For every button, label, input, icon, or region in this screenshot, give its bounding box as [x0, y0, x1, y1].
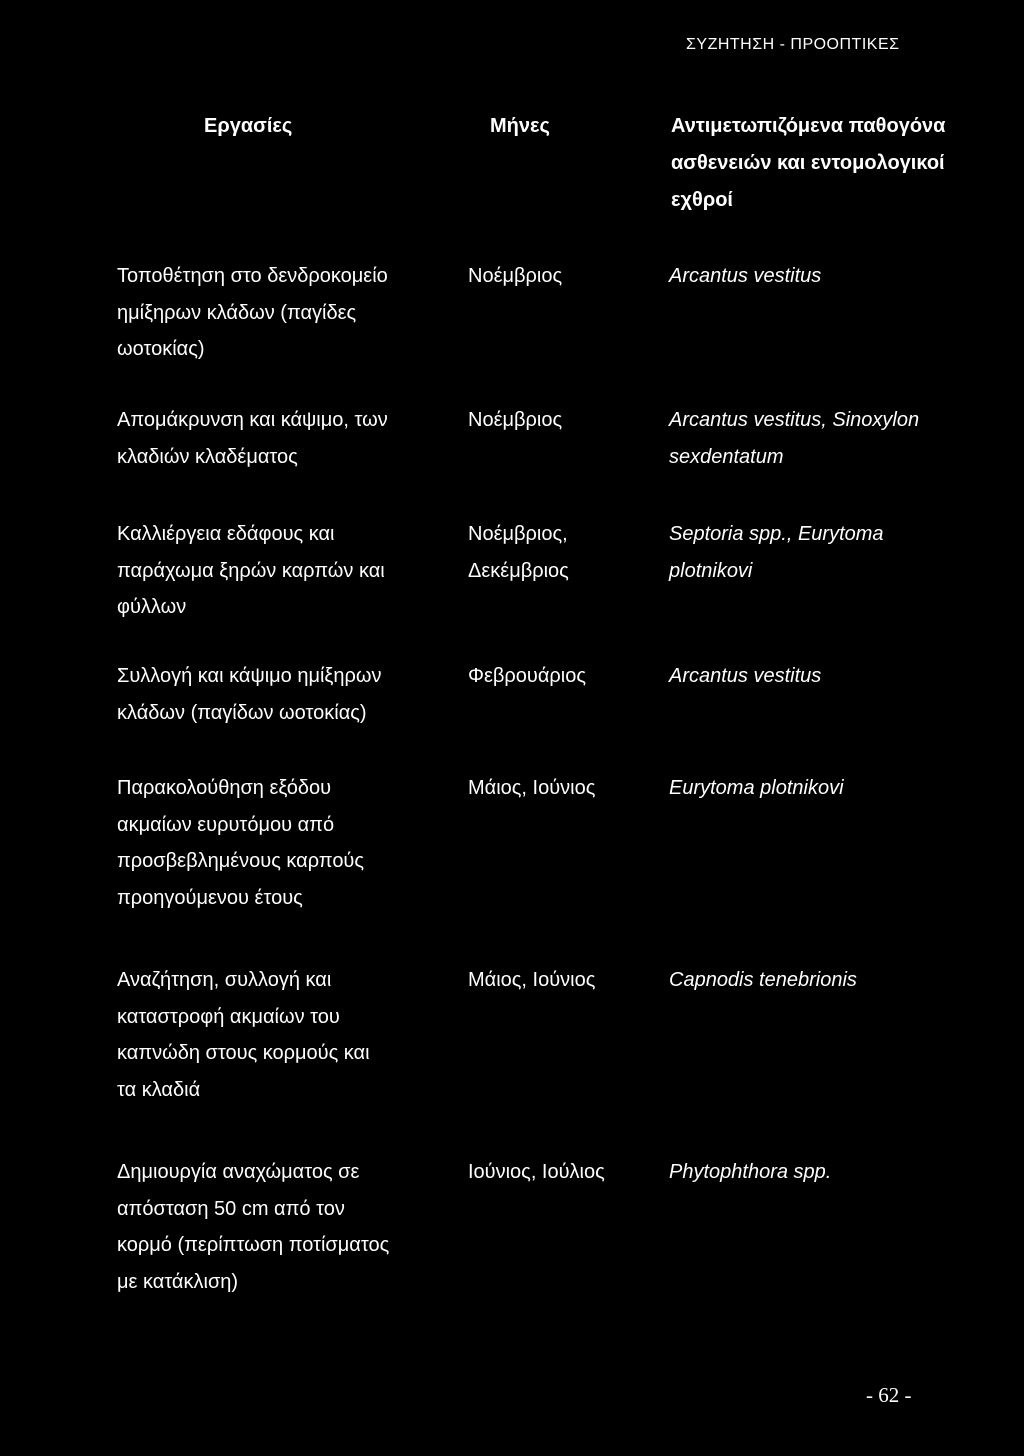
column-header-works: Εργασίες [204, 115, 293, 137]
column-header-pathogens-line: ασθενειών και εντομολογικοί [671, 152, 945, 174]
work-cell [117, 658, 447, 731]
column-header-pathogens-line: Αντιμετωπιζόμενα παθογόνα [671, 115, 946, 137]
work-line: τα κλαδιά [117, 1078, 201, 1101]
work-line: κορμό (περίπτωση ποτίσματος [117, 1234, 390, 1256]
months-cell [468, 962, 658, 999]
months-cell [468, 402, 658, 439]
column-header-pathogens-line: εχθροί [671, 189, 733, 211]
pathogens-cell [669, 516, 989, 589]
month-line: Νοέμβριος, [468, 523, 568, 545]
month-line: Μάιος, Ιούνιος [468, 969, 596, 991]
work-line: κλαδιών κλαδέματος [117, 445, 298, 468]
pathogens-cell [669, 770, 989, 807]
work-cell [117, 402, 447, 475]
pathogen-line: Phytophthora spp. [669, 1161, 832, 1183]
work-line: Δημιουργία αναχώματος σε [117, 1161, 360, 1183]
work-line: Απομάκρυνση και κάψιμο, των [117, 409, 388, 431]
pathogen-line: Arcantus vestitus, Sinoxylon [669, 409, 920, 431]
month-line: Νοέμβριος [468, 409, 563, 431]
pathogen-line: Eurytoma plotnikovi [669, 777, 844, 799]
running-header: ΣΥΖΗΤΗΣΗ - ΠΡΟΟΠΤΙΚΕΣ [686, 36, 900, 53]
work-line: προηγούμενου έτους [117, 886, 303, 909]
work-line: με κατάκλιση) [117, 1270, 239, 1293]
work-cell [117, 258, 447, 368]
pathogens-cell [669, 402, 989, 475]
pathogen-line: Septoria spp., Eurytoma [669, 523, 884, 545]
work-line: Καλλιέργεια εδάφους και [117, 523, 335, 545]
work-line: Παρακολούθηση εξόδου [117, 777, 332, 799]
month-line: Μάιος, Ιούνιος [468, 777, 596, 799]
work-line: προσβεβλημένους καρπούς [117, 850, 365, 872]
pathogen-line: sexdentatum [669, 445, 784, 468]
work-line: φύλλων [117, 596, 187, 618]
months-cell [468, 658, 658, 695]
month-line: Ιούνιος, Ιούλιος [468, 1161, 605, 1183]
pathogen-line: Arcantus vestitus [669, 665, 822, 687]
month-line: Φεβρουάριος [468, 665, 586, 687]
months-cell [468, 1154, 658, 1191]
work-cell [117, 962, 447, 1108]
work-line: ακμαίων ευρυτόμου από [117, 813, 335, 836]
pathogens-cell [669, 1154, 989, 1191]
work-cell [117, 1154, 447, 1300]
pathogen-line: Capnodis tenebrionis [669, 969, 857, 991]
pathogen-line: plotnikovi [669, 559, 753, 582]
work-line: ωοτοκίας) [117, 338, 205, 360]
months-cell [468, 516, 658, 589]
pathogens-cell [669, 658, 989, 695]
work-line: καταστροφή ακμαίων του [117, 1005, 340, 1028]
work-line: ημίξηρων κλάδων (παγίδες [117, 301, 357, 324]
months-cell [468, 770, 658, 807]
work-line: κλάδων (παγίδων ωοτοκίας) [117, 701, 367, 724]
work-cell [117, 770, 447, 916]
page-number: - 62 - [866, 1383, 912, 1407]
work-line: καπνώδη στους κορμούς και [117, 1042, 370, 1064]
pathogens-cell [669, 962, 989, 999]
work-line: απόσταση 50 cm από τον [117, 1197, 345, 1220]
column-header-months: Μήνες [490, 115, 550, 137]
months-cell [468, 258, 658, 295]
work-cell [117, 516, 447, 626]
pathogen-line: Arcantus vestitus [669, 265, 822, 287]
pathogens-cell [669, 258, 989, 295]
month-line: Νοέμβριος [468, 265, 563, 287]
month-line: Δεκέμβριος [468, 559, 569, 582]
work-line: Αναζήτηση, συλλογή και [117, 969, 332, 991]
work-line: Τοποθέτηση στο δενδροκομείο [117, 265, 388, 287]
work-line: Συλλογή και κάψιμο ημίξηρων [117, 665, 382, 687]
column-header-pathogens [671, 108, 971, 219]
work-line: παράχωμα ξηρών καρπών και [117, 559, 385, 582]
